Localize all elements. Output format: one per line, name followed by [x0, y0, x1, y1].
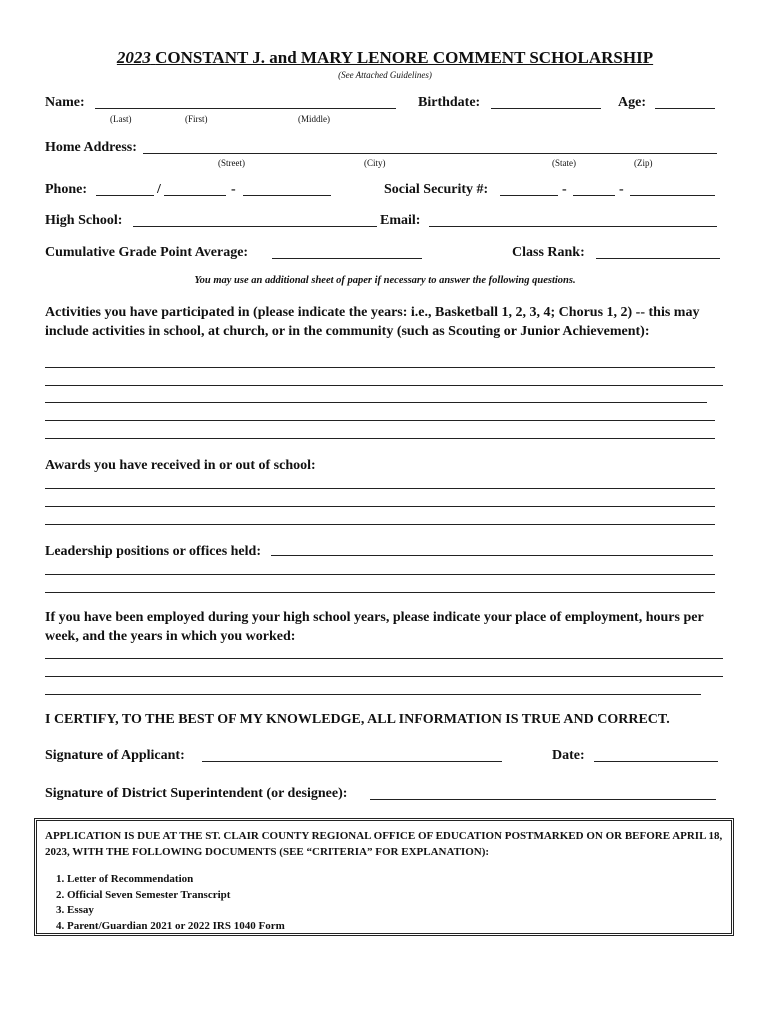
- ssn-part2-field[interactable]: [573, 195, 615, 196]
- due-date-box: [34, 818, 734, 936]
- zip-caption: (Zip): [634, 158, 653, 168]
- awards-question: Awards you have received in or out of school:: [45, 458, 316, 473]
- employment-line[interactable]: [45, 676, 723, 677]
- birthdate-label: Birthdate:: [418, 95, 481, 110]
- certify-statement: I CERTIFY, TO THE BEST OF MY KNOWLEDGE, ALL INFORMATION IS TRUE AND CORRECT.: [45, 712, 670, 727]
- class-rank-label: Class Rank:: [512, 245, 585, 260]
- phone-prefix-field[interactable]: [164, 195, 226, 196]
- birthdate-field[interactable]: [491, 108, 601, 109]
- list-item: 2. Official Seven Semester Transcript: [67, 888, 723, 904]
- name-middle-caption: (Middle): [298, 114, 330, 124]
- activities-line[interactable]: [45, 420, 715, 421]
- form-title-text: CONSTANT J. and MARY LENORE COMMENT SCHOLARSHIP: [155, 48, 654, 67]
- leadership-line[interactable]: [45, 574, 715, 575]
- state-caption: (State): [552, 158, 576, 168]
- phone-label: Phone:: [45, 182, 87, 197]
- awards-line[interactable]: [45, 524, 715, 525]
- list-item: 3. Essay: [67, 903, 723, 919]
- activities-line[interactable]: [45, 367, 715, 368]
- street-caption: (Street): [218, 158, 245, 168]
- high-school-field[interactable]: [133, 226, 377, 227]
- leadership-line[interactable]: [271, 555, 713, 556]
- phone-area-field[interactable]: [96, 195, 154, 196]
- leadership-question: Leadership positions or offices held:: [45, 544, 261, 559]
- activities-question: Activities you have participated in (please indicate the years: i.e., Basketball 1, 2, 3, 4; Chorus 1, 2) -- this may include activities in school, at church, or in the community (such as Scouting or Junior Achievement):: [45, 305, 700, 339]
- superintendent-signature-label: Signature of District Superintendent (or designee):: [45, 786, 348, 801]
- applicant-signature-field[interactable]: [202, 761, 502, 762]
- form-title: [0, 48, 770, 68]
- name-label: Name:: [45, 95, 85, 110]
- date-field[interactable]: [594, 761, 718, 762]
- additional-sheet-note: You may use an additional sheet of paper if necessary to answer the following questions.: [194, 275, 576, 286]
- class-rank-field[interactable]: [596, 258, 720, 259]
- list-item: 4. Parent/Guardian 2021 or 2022 IRS 1040 Form: [67, 919, 723, 935]
- name-first-caption: (First): [185, 114, 208, 124]
- due-date-text: APPLICATION IS DUE AT THE ST. CLAIR COUNTY REGIONAL OFFICE OF EDUCATION POSTMARKED ON OR BEFORE APRIL 18, 2023, WITH THE FOLLOWING DOCUMENTS (SEE “CRITERIA” FOR EXPLANATION):: [45, 830, 723, 858]
- name-last-caption: (Last): [110, 114, 132, 124]
- phone-line-field[interactable]: [243, 195, 331, 196]
- gpa-field[interactable]: [272, 258, 422, 259]
- home-address-field[interactable]: [143, 153, 717, 154]
- home-address-label: Home Address:: [45, 140, 137, 155]
- ssn-part3-field[interactable]: [630, 195, 715, 196]
- leadership-line[interactable]: [45, 592, 715, 593]
- high-school-label: High School:: [45, 213, 123, 228]
- gpa-label: Cumulative Grade Point Average:: [45, 245, 249, 260]
- employment-question: If you have been employed during your high school years, please indicate your place of employment, hours per week, and the years in which you worked:: [45, 610, 704, 644]
- email-field[interactable]: [429, 226, 717, 227]
- email-label: Email:: [380, 213, 421, 228]
- employment-line[interactable]: [45, 694, 701, 695]
- activities-line[interactable]: [45, 385, 723, 386]
- form-subtitle: (See Attached Guidelines): [338, 70, 432, 80]
- superintendent-signature-field[interactable]: [370, 799, 716, 800]
- employment-line[interactable]: [45, 658, 723, 659]
- date-label: Date:: [552, 748, 585, 763]
- ssn-label: Social Security #:: [384, 182, 489, 197]
- activities-line[interactable]: [45, 402, 707, 403]
- awards-line[interactable]: [45, 488, 715, 489]
- age-field[interactable]: [655, 108, 715, 109]
- required-documents-list: [45, 872, 723, 934]
- city-caption: (City): [364, 158, 386, 168]
- form-year: 2023: [116, 48, 151, 67]
- activities-line[interactable]: [45, 438, 715, 439]
- name-field[interactable]: [95, 108, 396, 109]
- age-label: Age:: [618, 95, 646, 110]
- awards-line[interactable]: [45, 506, 715, 507]
- list-item: 1. Letter of Recommendation: [67, 872, 723, 888]
- ssn-part1-field[interactable]: [500, 195, 558, 196]
- applicant-signature-label: Signature of Applicant:: [45, 748, 185, 763]
